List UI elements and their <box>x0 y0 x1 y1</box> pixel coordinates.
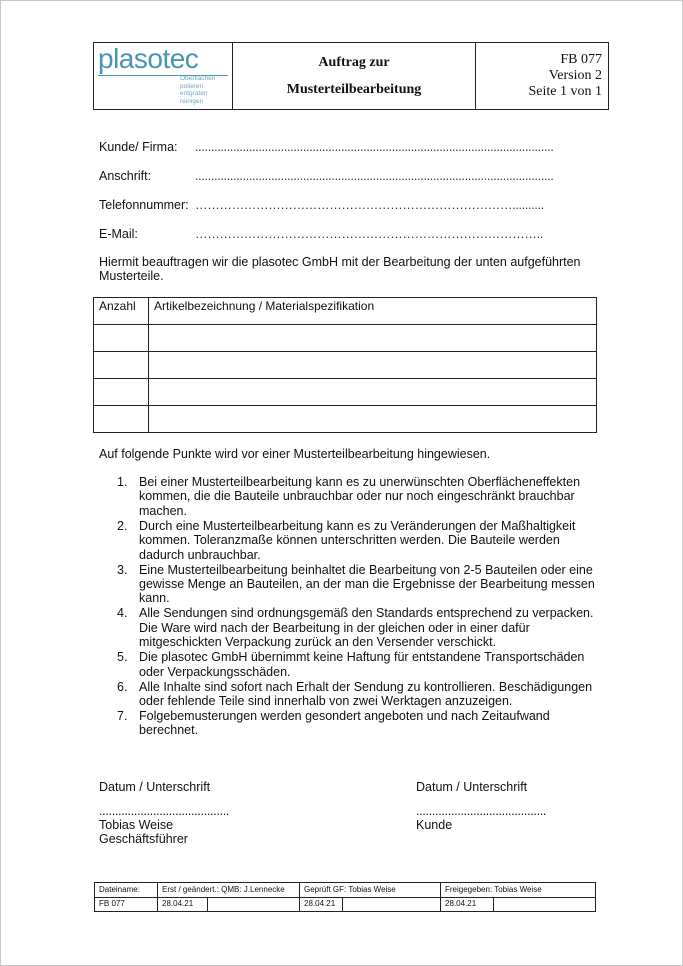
list-item <box>117 680 607 709</box>
logo-tagline-line: polieren <box>180 82 204 90</box>
list-item <box>117 519 607 562</box>
table-cell[interactable] <box>94 406 149 433</box>
footer-cell: 28.04.21 <box>158 897 208 911</box>
column-header-quantity: Anzahl <box>94 298 149 325</box>
list-number: 7. <box>117 709 128 724</box>
footer-cell <box>494 897 597 911</box>
footer-cell: FB 077 <box>95 897 158 911</box>
signature-label: Datum / Unterschrift <box>416 780 528 794</box>
field-fill-line[interactable]: …………………………………………………………………….......... <box>195 198 544 212</box>
footer-cell: Dateiname: <box>95 883 158 897</box>
signature-line[interactable]: ......................................... <box>99 804 230 818</box>
field-fill-line[interactable]: ………………………………………………………………………….. <box>195 227 543 241</box>
table-cell[interactable] <box>149 352 597 379</box>
table-cell[interactable] <box>149 325 597 352</box>
table-header-row <box>94 298 597 325</box>
footer-cell <box>208 897 300 911</box>
field-label: Kunde/ Firma: <box>99 140 178 154</box>
list-number: 1. <box>117 475 128 489</box>
list-number: 3. <box>117 562 128 577</box>
intro-text: Hiermit beauftragen wir die plasotec GmbH mit der Bearbeitung der unten aufgeführten Musterteile. <box>99 255 581 283</box>
table-row <box>94 325 597 352</box>
table-cell[interactable] <box>149 406 597 433</box>
list-number: 4. <box>117 606 128 621</box>
document-header <box>93 42 609 110</box>
field-label: Telefonnummer: <box>99 198 189 212</box>
signature-label: Datum / Unterschrift <box>99 780 211 794</box>
table-cell[interactable] <box>94 325 149 352</box>
logo-wordmark: plasotec <box>98 43 199 74</box>
column-header-description: Artikelbezeichnung / Materialspezifikation <box>149 298 597 325</box>
table-row <box>94 406 597 433</box>
doc-id: FB 077 <box>560 52 602 67</box>
logo-tagline-line: entgraten <box>180 90 208 98</box>
logo-tagline-line: reinigen <box>180 97 204 105</box>
list-item-text: Alle Sendungen sind ordnungsgemäß den Standards entsprechend zu verpacken. Die Ware wird nach der Bearbeitung in der gleichen oder in einer dafür mitgeschickten Verpackung zurück an den Versender verschickt. <box>139 606 594 650</box>
list-item-text: Alle Inhalte sind sofort nach Erhalt der Sendung zu kontrollieren. Beschädigungen oder fehlende Teile sind innerhalb von zwei Werktagen anzuzeigen. <box>139 679 593 709</box>
footer-cell: Geprüft GF: Tobias Weise <box>300 883 441 897</box>
list-number: 5. <box>117 650 128 665</box>
signer-name: Tobias Weise <box>99 818 174 832</box>
list-item-text: Eine Musterteilbearbeitung beinhaltet die Bearbeitung von 2-5 Bauteilen oder eine gewisse Menge an Bauteilen, an der man die Ergebnisse der Bearbeitung messen kann. <box>139 562 595 606</box>
list-item <box>117 650 607 679</box>
field-fill-line[interactable]: ................................................................................................................. <box>195 169 554 183</box>
company-logo <box>94 43 233 109</box>
footer-cell: 28.04.21 <box>300 897 343 911</box>
signer-role: Geschäftsführer <box>99 832 188 846</box>
field-label: Anschrift: <box>99 169 152 183</box>
footer-row <box>95 883 595 898</box>
logo-tagline-line: Oberflächen <box>180 75 216 82</box>
document-title <box>233 43 476 109</box>
signature-block-right <box>416 780 546 832</box>
table-row <box>94 379 597 406</box>
field-label: E-Mail: <box>99 227 138 241</box>
signature-line[interactable]: ......................................... <box>416 804 547 818</box>
signer-name: Kunde <box>416 818 453 832</box>
title-line-1: Auftrag zur <box>318 55 390 70</box>
title-line-2: Musterteilbearbeitung <box>286 82 422 97</box>
document-info <box>476 43 608 109</box>
doc-version: Version 2 <box>548 68 602 83</box>
footer-cell: 28.04.21 <box>441 897 494 911</box>
table-cell[interactable] <box>94 352 149 379</box>
footer-cell: Erst / geändert.: QMB: J.Lennecke <box>158 883 300 897</box>
list-item-text: Die plasotec GmbH übernimmt keine Haftung für entstandene Transportschäden oder Verpackungsschäden. <box>139 650 585 679</box>
parts-table <box>93 297 597 433</box>
list-item-text: Bei einer Musterteilbearbeitung kann es zu unerwünschten Oberflächeneffekten kommen, die die Bauteile unbrauchbar oder nur noch eingeschränkt brauchbar machen. <box>139 475 581 518</box>
list-number: 6. <box>117 679 128 694</box>
table-cell[interactable] <box>94 379 149 406</box>
footer-cell: Freigegeben: Tobias Weise <box>445 885 542 894</box>
footer-cell <box>343 897 441 911</box>
list-item <box>117 709 607 738</box>
field-fill-line[interactable]: ................................................................................................................. <box>195 140 554 154</box>
list-item-text: Folgebemusterungen werden gesondert angeboten und nach Zeitaufwand berechnet. <box>139 709 550 738</box>
list-item <box>117 563 607 606</box>
notice-text: Auf folgende Punkte wird vor einer Musterteilbearbeitung hingewiesen. <box>99 447 491 461</box>
doc-page-number: Seite 1 von 1 <box>528 84 602 99</box>
list-item-text: Durch eine Musterteilbearbeitung kann es zu Veränderungen der Maßhaltigkeit kommen. Toleranzmaße können unterschritten werden. Die Bauteile werden dadurch unbrauchbar. <box>139 518 576 562</box>
footer-table <box>94 882 596 912</box>
table-cell[interactable] <box>149 379 597 406</box>
signature-block-left <box>99 780 229 846</box>
list-item <box>117 475 607 518</box>
footer-row <box>95 897 595 911</box>
logo-tagline <box>180 75 215 105</box>
list-item <box>117 606 607 649</box>
list-number: 2. <box>117 518 128 533</box>
table-row <box>94 352 597 379</box>
terms-list <box>117 475 607 738</box>
